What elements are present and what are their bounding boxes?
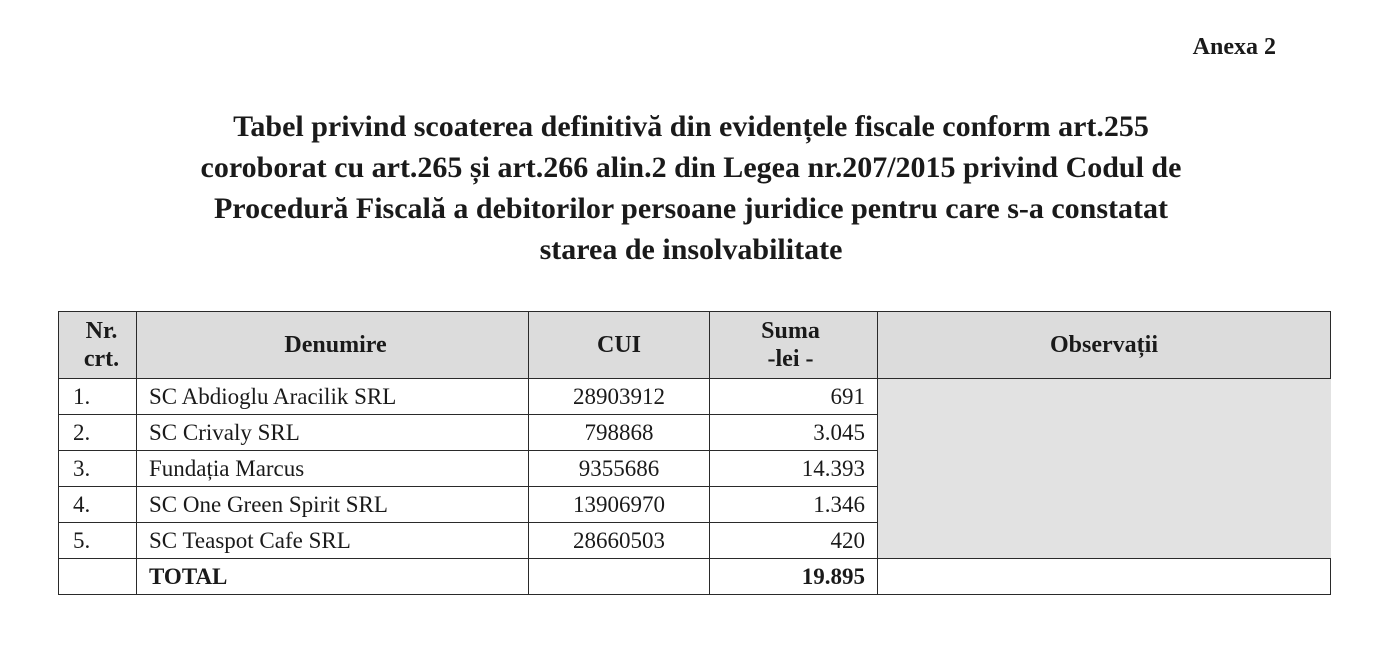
table-header-row [59,312,1331,379]
row-cui: 9355686 [529,451,710,487]
header-observatii: Observații [878,312,1331,379]
row-nr: 5. [59,523,137,559]
row-cui: 13906970 [529,487,710,523]
title-line-1: Tabel privind scoaterea definitivă din evidențele fiscale conform art.255 [233,110,1149,143]
header-cui: CUI [529,312,710,379]
row-nr: 2. [59,415,137,451]
row-sum: 1.346 [710,487,878,523]
row-nr: 4. [59,487,137,523]
row-name: SC Teaspot Cafe SRL [137,523,529,559]
row-cui: 28660503 [529,523,710,559]
header-nr-line2: crt. [83,346,120,372]
total-nr-empty [59,559,137,595]
table-row [59,379,1331,415]
observations-redacted-block [878,379,1331,559]
title-line-4: starea de insolvabilitate [539,233,843,266]
row-sum: 14.393 [710,451,878,487]
total-label: TOTAL [137,559,529,595]
total-observations-empty [878,559,1331,595]
header-suma-line1: Suma [761,318,820,344]
row-nr: 3. [59,451,137,487]
total-cui-empty [529,559,710,595]
row-name: SC One Green Spirit SRL [137,487,529,523]
row-sum: 3.045 [710,415,878,451]
row-nr: 1. [59,379,137,415]
row-name: Fundația Marcus [137,451,529,487]
header-nr-crt [59,312,137,379]
row-name: SC Crivaly SRL [137,415,529,451]
total-row [59,559,1331,595]
debtors-table [58,311,1331,595]
document-title [60,106,1322,270]
row-name: SC Abdioglu Aracilik SRL [137,379,529,415]
header-nr-line1: Nr. [85,318,118,344]
row-cui: 28903912 [529,379,710,415]
row-sum: 691 [710,379,878,415]
header-denumire: Denumire [137,312,529,379]
title-line-2: coroborat cu art.265 și art.266 alin.2 din Legea nr.207/2015 privind Codul de [200,151,1182,184]
header-suma [710,312,878,379]
annex-label: Anexa 2 [1192,34,1276,60]
total-sum: 19.895 [710,559,878,595]
row-cui: 798868 [529,415,710,451]
title-line-3: Procedură Fiscală a debitorilor persoane juridice pentru care s-a constatat [213,192,1169,225]
row-sum: 420 [710,523,878,559]
header-suma-line2: -lei - [767,346,814,372]
